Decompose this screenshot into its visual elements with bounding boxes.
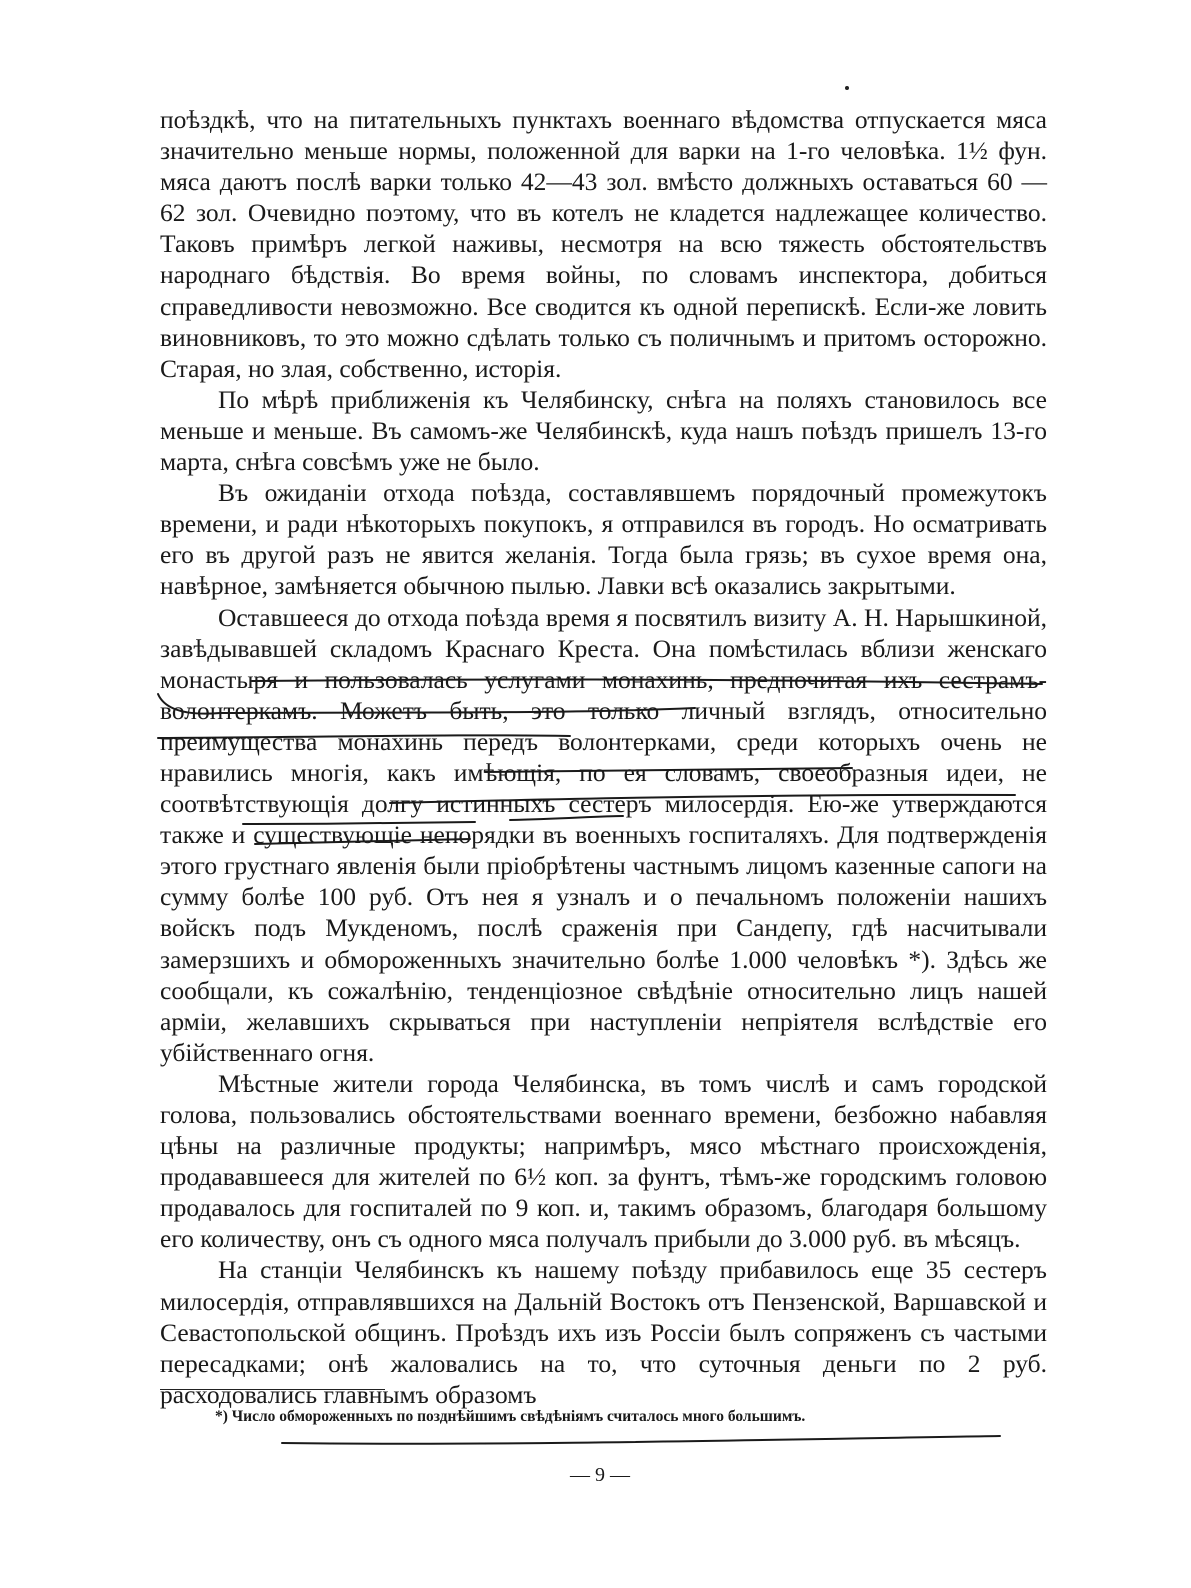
- footnote-rule: [160, 1389, 385, 1390]
- paragraph-5: Мѣстные жители города Челябинска, въ томъ числѣ и самъ городской голова, пользовались обстоятельствами военнаго времени, безбожно набавляя цѣны на различные продукты; напримѣръ, мясо мѣстнаго происхожденія, продававшееся для жителей по 6½ коп. за фунтъ, тѣмъ-же городскимъ головою продавалось для госпиталей по 9 коп. и, такимъ образомъ, благодаря большому его количеству, онъ съ одного мяса получалъ прибыли до 3.000 руб. въ мѣсяцъ.: [160, 1068, 1047, 1254]
- paragraph-3: Въ ожиданіи отхода поѣзда, составлявшемъ порядочный промежутокъ времени, и ради нѣкоторыхъ покупокъ, я отправился въ городъ. Но осматривать его въ другой разъ не явится желанія. Тогда была грязь; въ сухое время она, навѣрное, замѣняется обычною пылью. Лавки всѣ оказались закрытыми.: [160, 478, 1047, 601]
- main-text: [160, 104, 1047, 1410]
- paragraph-6: На станціи Челябинскъ къ нашему поѣзду прибавилось еще 35 сестеръ милосердія, отправлявшихся на Дальній Востокъ отъ Пензенской, Варшавской и Севастопольской общинъ. Проѣздъ ихъ изъ Россіи былъ сопряженъ съ частыми пересадками; онѣ жаловались на то, что суточныя деньги по 2 руб. расходовались главнымъ образомъ: [160, 1255, 1047, 1409]
- paragraph-1: поѣздкѣ, что на питательныхъ пунктахъ военнаго вѣдомства отпускается мяса значительно меньше нормы, положенной для варки на 1-го человѣка. 1½ фун. мяса даютъ послѣ варки только 42—43 зол. вмѣсто должныхъ оставаться 60 — 62 зол. Очевидно поэтому, что въ котелъ не кладется надлежащее количество. Таковъ примѣръ легкой наживы, несмотря на всю тяжесть обстоятельствъ народнаго бѣдствія. Во время войны, по словамъ инспектора, добиться справедливости невозможно. Все сводится къ одной перепискѣ. Если-же ловить виновниковъ, то это можно сдѣлать только съ поличнымъ и притомъ осторожно. Старая, но злая, собственно, исторія.: [160, 105, 1047, 383]
- paragraph-2: По мѣрѣ приближенія къ Челябинску, снѣга на поляхъ становилось все меньше и меньше. Въ самомъ-же Челябинскѣ, куда нашъ поѣздъ пришелъ 13-го марта, снѣга совсѣмъ уже не было.: [160, 384, 1047, 477]
- paragraph-4: Оставшееся до отхода поѣзда время я посвятилъ визиту А. Н. Нарышкиной, завѣдывавшей складомъ Краснаго Креста. Она помѣстилась вблизи женскаго монастыря и пользовалась услугами монахинь, предпочитая ихъ сестрамъ-волонтеркамъ. Можетъ быть, это только личный взглядъ, относительно преимущества монахинь передъ волонтерками, среди которыхъ очень не нравились многія, какъ имѣющія, по ея словамъ, своеобразныя идеи, не соотвѣтствующія долгу истинныхъ сестеръ милосердія. Ею-же утверждаются также и существующіе непорядки въ военныхъ госпиталяхъ. Для подтвержденія этого грустнаго явленія были пріобрѣтены частнымъ лицомъ казенные сапоги на сумму болѣе 100 руб. Отъ нея я узналъ и о печальномъ положеніи нашихъ войскъ подъ Мукденомъ, послѣ сраженія при Сандепу, гдѣ насчитывали замерзшихъ и обмороженныхъ значительно болѣе 1.000 человѣкъ *). Здѣсь же сообщали, къ сожалѣнію, тенденціозное свѣдѣніе относительно лицъ нашей арміи, желавшихъ скрываться при наступленіи непріятеля вслѣдствіе его убійственнаго огня.: [160, 602, 1047, 1067]
- footnote: *) Число обмороженныхъ по позднѣйшимъ свѣдѣніямъ считалось много большимъ.: [215, 1408, 806, 1425]
- page-number: — 9 —: [570, 1464, 630, 1486]
- ink-speck: [845, 86, 849, 90]
- underline-8: [282, 1436, 1000, 1444]
